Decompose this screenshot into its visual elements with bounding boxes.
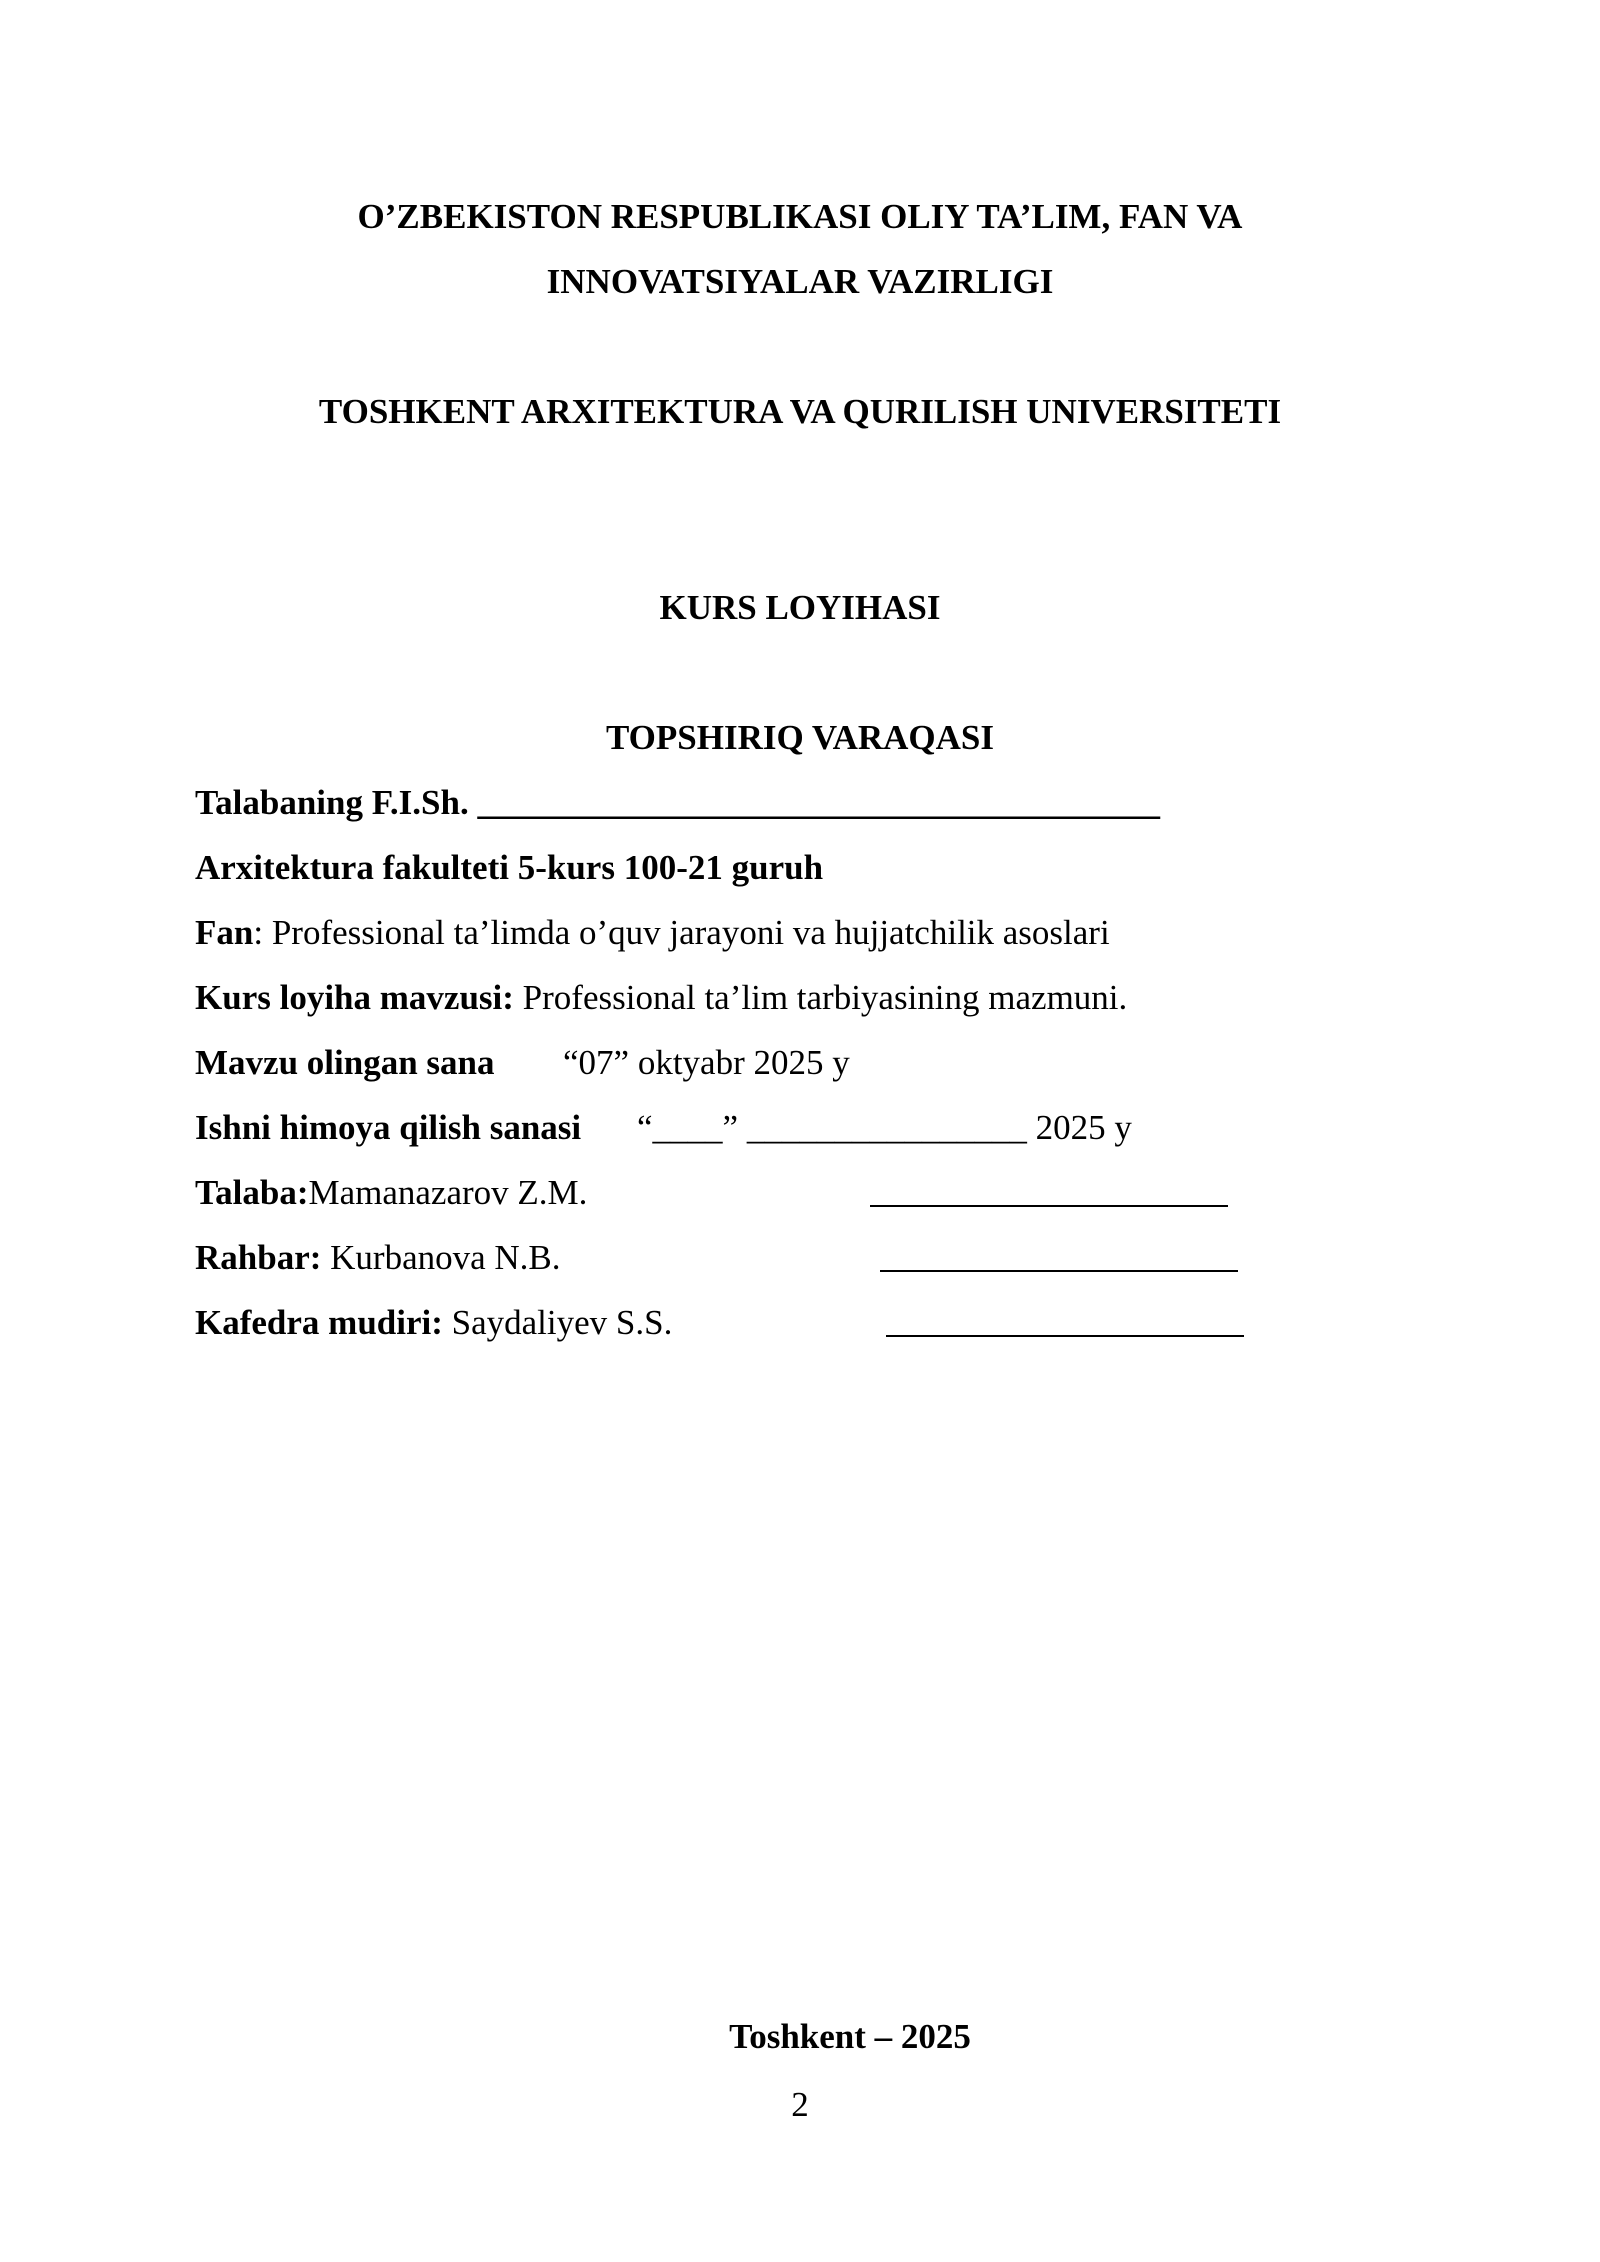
student-signature-line bbox=[870, 1205, 1228, 1207]
subject-label: Fan bbox=[195, 913, 254, 952]
student-name-row bbox=[195, 782, 1160, 824]
ministry-line-1: O’ZBEKISTON RESPUBLIKASI OLIY TA’LIM, FAN VA bbox=[357, 197, 1243, 236]
date-taken-value: “07” oktyabr 2025 y bbox=[563, 1043, 850, 1082]
defense-label: Ishni himoya qilish sanasi bbox=[195, 1108, 582, 1147]
supervisor-signature-name: Kurbanova N.B. bbox=[321, 1238, 561, 1277]
date-taken-label: Mavzu olingan sana bbox=[195, 1043, 495, 1082]
subject-value: : Professional ta’limda o’quv jarayoni va hujjatchilik asoslari bbox=[253, 913, 1110, 952]
topic-value: Professional ta’lim tarbiyasining mazmuni. bbox=[513, 978, 1128, 1017]
topic-label: Kurs loyiha mavzusi: bbox=[195, 978, 514, 1017]
page-number: 2 bbox=[791, 2085, 809, 2124]
head-signature-line bbox=[886, 1335, 1244, 1337]
subject-row bbox=[195, 912, 1110, 954]
student-name-label: Talabaning F.I.Sh. bbox=[195, 783, 469, 822]
kurs-loyihasi-title: KURS LOYIHASI bbox=[659, 588, 941, 627]
student-signature-name: Mamanazarov Z.M. bbox=[308, 1173, 588, 1212]
head-signature-label: Kafedra mudiri: bbox=[195, 1303, 443, 1342]
topshiriq-varaqasi-title: TOPSHIRIQ VARAQASI bbox=[605, 718, 995, 757]
faculty-row: Arxitektura fakulteti 5-kurs 100-21 guruh bbox=[195, 848, 824, 887]
supervisor-signature-line bbox=[880, 1270, 1238, 1272]
defense-value: “____” ________________ 2025 y bbox=[637, 1108, 1132, 1147]
date-taken-row bbox=[195, 1042, 495, 1084]
head-signature-row bbox=[195, 1302, 672, 1344]
student-signature-row bbox=[195, 1172, 587, 1214]
supervisor-signature-label: Rahbar: bbox=[195, 1238, 322, 1277]
head-signature-name: Saydaliyev S.S. bbox=[442, 1303, 673, 1342]
topic-row bbox=[195, 977, 1127, 1019]
student-signature-label: Talaba: bbox=[195, 1173, 309, 1212]
university-name: TOSHKENT ARXITEKTURA VA QURILISH UNIVERSITETI bbox=[318, 392, 1282, 431]
city-year: Toshkent – 2025 bbox=[729, 2017, 971, 2056]
supervisor-signature-row bbox=[195, 1237, 561, 1279]
student-name-blank: _______________________________________ bbox=[477, 783, 1160, 822]
ministry-line-2: INNOVATSIYALAR VAZIRLIGI bbox=[546, 262, 1054, 301]
defense-row bbox=[195, 1107, 581, 1149]
